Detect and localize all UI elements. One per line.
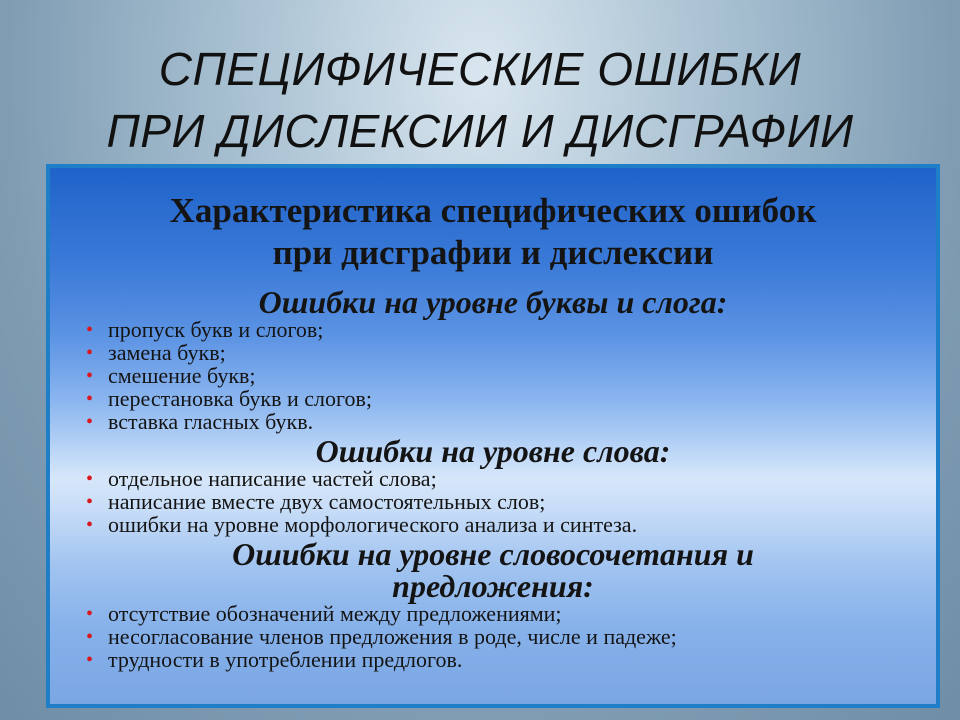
bullet-icon: •: [86, 342, 94, 364]
section-letter-syllable: [50, 286, 936, 433]
bullet-list: [50, 602, 936, 671]
list-item: [84, 648, 936, 671]
section-heading: Ошибки на уровне буквы и слога:: [258, 284, 728, 320]
bullet-icon: •: [86, 365, 94, 387]
list-item-text: написание вместе двух самостоятельных слов;: [108, 489, 546, 514]
list-item-text: отдельное написание частей слова;: [108, 466, 437, 491]
slide-title-line-2: ПРИ ДИСЛЕКСИИ И ДИСГРАФИИ: [106, 105, 854, 157]
slide-title: [0, 38, 960, 162]
bullet-icon: •: [86, 468, 94, 490]
list-item: [84, 467, 936, 490]
section-phrase-sentence: [50, 538, 936, 671]
list-item-text: вставка гласных букв.: [108, 409, 314, 434]
list-item: [84, 341, 936, 364]
list-item: [84, 387, 936, 410]
list-item: [84, 318, 936, 341]
list-item-text: замена букв;: [108, 340, 226, 365]
panel-heading-line-1: Характеристика специфических ошибок: [169, 191, 817, 230]
list-item: [84, 490, 936, 513]
bullet-list: [50, 467, 936, 536]
list-item-text: перестановка букв и слогов;: [108, 386, 372, 411]
content-panel: [46, 164, 940, 708]
slide-title-line-1: СПЕЦИФИЧЕСКИЕ ОШИБКИ: [158, 43, 802, 95]
panel-heading-line-2: при дисграфии и дислексии: [272, 233, 714, 272]
list-item-text: несогласование членов предложения в роде, числе и падеже;: [108, 624, 677, 649]
bullet-icon: •: [86, 411, 94, 433]
section-heading-line-2: предложения:: [392, 568, 594, 604]
bullet-icon: •: [86, 491, 94, 513]
list-item-text: смешение букв;: [108, 363, 256, 388]
section-heading: Ошибки на уровне слова:: [315, 433, 671, 469]
panel-heading: [50, 190, 936, 274]
list-item-text: трудности в употреблении предлогов.: [108, 647, 463, 672]
bullet-icon: •: [86, 603, 94, 625]
list-item: [84, 602, 936, 625]
bullet-icon: •: [86, 649, 94, 671]
section-heading-line-1: Ошибки на уровне словосочетания и: [232, 536, 754, 572]
list-item: [84, 625, 936, 648]
content-panel-body: [50, 168, 936, 704]
bullet-icon: •: [86, 514, 94, 536]
section-word: [50, 435, 936, 536]
list-item: [84, 513, 936, 536]
bullet-list: [50, 318, 936, 433]
bullet-icon: •: [86, 319, 94, 341]
list-item-text: ошибки на уровне морфологического анализа и синтеза.: [108, 512, 638, 537]
bullet-icon: •: [86, 388, 94, 410]
bullet-icon: •: [86, 626, 94, 648]
list-item-text: пропуск букв и слогов;: [108, 317, 324, 342]
list-item-text: отсутствие обозначений между предложениями;: [108, 601, 562, 626]
list-item: [84, 410, 936, 433]
list-item: [84, 364, 936, 387]
